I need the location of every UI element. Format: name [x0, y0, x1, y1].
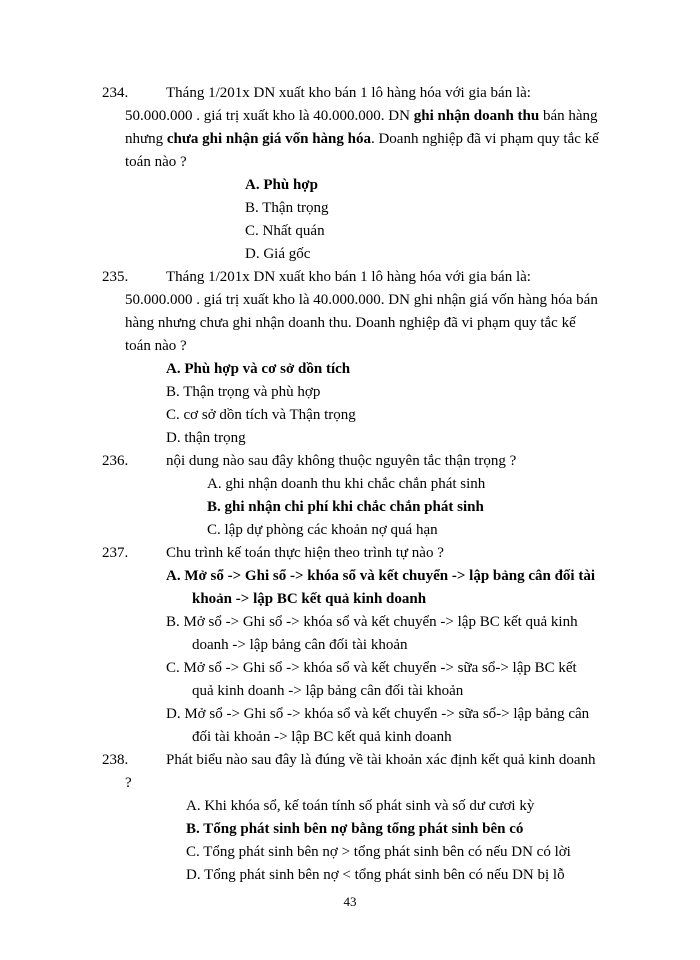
option-label: C.: [245, 223, 259, 239]
option-text: Mở sổ -> Ghi sổ -> khóa sổ và kết chuyển -> sữa sổ-> lập bảng cân đối tài khoản -> lập BC kết quả kinh doanh: [184, 706, 590, 745]
option-text: Phù hợp: [263, 177, 318, 193]
answer-option: [207, 496, 600, 519]
stem-text: . Doanh nghiệp đã vi phạm quy tắc kế toán nào ?: [125, 131, 599, 170]
question: [100, 266, 600, 450]
answer-option: [245, 174, 600, 197]
question-number: 234.: [102, 85, 129, 101]
answer-option: [166, 703, 600, 749]
option-label: A.: [186, 798, 201, 814]
answer-option: [166, 427, 600, 450]
option-label: D.: [166, 706, 181, 722]
options-list: [186, 795, 600, 887]
answer-option: [245, 197, 600, 220]
option-label: B.: [186, 821, 200, 837]
question-number: 235.: [102, 269, 129, 285]
answer-option: [207, 473, 600, 496]
answer-option: [207, 519, 600, 542]
option-label: B.: [245, 200, 259, 216]
option-label: A.: [166, 361, 181, 377]
question: [100, 749, 600, 887]
option-text: Tổng phát sinh bên nợ bằng tổng phát sinh bên có: [203, 821, 524, 837]
option-label: A.: [207, 476, 222, 492]
option-label: D.: [166, 430, 181, 446]
question-stem: [125, 749, 600, 795]
question: [100, 450, 600, 542]
option-text: Mở sổ -> Ghi sổ -> khóa sổ và kết chuyển -> lập BC kết quả kinh doanh -> lập bảng cân đối tài khoản: [183, 614, 578, 653]
answer-option: [166, 358, 600, 381]
option-text: Mở sổ -> Ghi sổ -> khóa sổ và kết chuyển -> sữa sổ-> lập BC kết quả kinh doanh -> lập bảng cân đối tài khoản: [183, 660, 577, 699]
option-text: Tổng phát sinh bên nợ > tổng phát sinh bên có nếu DN có lời: [203, 844, 571, 860]
stem-text: Tháng 1/201x DN xuất kho bán 1 lô hàng hóa với gia bán là: 50.000.000 . giá trị xuất kho là 40.000.000. DN ghi nhận giá vốn hàng hóa bán hàng nhưng chưa ghi nhận doanh thu. Doanh nghiệp đã vi phạm quy tắc kế toán nào ?: [125, 269, 598, 354]
option-text: ghi nhận chi phí khi chắc chắn phát sinh: [224, 499, 484, 515]
stem-text-bold: chưa ghi nhận giá vốn hàng hóa: [166, 131, 371, 147]
option-text: Giá gốc: [263, 246, 311, 262]
option-label: A.: [245, 177, 260, 193]
answer-option: [166, 657, 600, 703]
question-number: 236.: [102, 453, 129, 469]
stem-text: Phát biểu nào sau đây là đúng về tài khoản xác định kết quả kinh doanh ?: [125, 752, 596, 791]
option-label: D.: [186, 867, 201, 883]
option-label: C.: [186, 844, 200, 860]
option-text: lập dự phòng các khoản nợ quá hạn: [224, 522, 438, 538]
option-label: B.: [166, 384, 180, 400]
option-label: D.: [245, 246, 260, 262]
answer-option: [186, 818, 600, 841]
answer-option: [186, 864, 600, 887]
option-text: thận trọng: [184, 430, 246, 446]
option-label: B.: [207, 499, 221, 515]
options-list: [207, 473, 600, 542]
option-label: C.: [166, 407, 180, 423]
answer-option: [166, 611, 600, 657]
page-number: 43: [343, 894, 357, 909]
answer-option: [186, 841, 600, 864]
option-text: Phù hợp và cơ sở dồn tích: [184, 361, 351, 377]
option-label: C.: [166, 660, 180, 676]
options-list: [166, 358, 600, 450]
stem-text: Chu trình kế toán thực hiện theo trình tự nào ?: [166, 545, 444, 561]
stem-text-bold: ghi nhận doanh thu: [413, 108, 540, 124]
answer-option: [186, 795, 600, 818]
options-list: [245, 174, 600, 266]
question-stem: [125, 82, 600, 174]
question-number: 237.: [102, 545, 129, 561]
question: [100, 82, 600, 266]
question-stem: [125, 266, 600, 358]
answer-option: [245, 220, 600, 243]
option-label: B.: [166, 614, 180, 630]
answer-option: [245, 243, 600, 266]
option-text: Tổng phát sinh bên nợ < tổng phát sinh bên có nếu DN bị lỗ: [204, 867, 565, 883]
option-text: Thận trọng và phù hợp: [183, 384, 321, 400]
question-number: 238.: [102, 752, 129, 768]
option-text: ghi nhận doanh thu khi chắc chắn phát sinh: [225, 476, 486, 492]
answer-option: [166, 404, 600, 427]
stem-text: nội dung nào sau đây không thuộc nguyên tắc thận trọng ?: [166, 453, 517, 469]
stem-text: bán hàng nhưng: [125, 108, 598, 147]
option-text: Thận trọng: [262, 200, 329, 216]
option-text: Mở sổ -> Ghi sổ -> khóa sổ và kết chuyển -> lập bảng cân đối tài khoản -> lập BC kết quả kinh doanh: [184, 568, 596, 607]
question: [100, 542, 600, 749]
options-list: [166, 565, 600, 749]
option-text: Khi khóa sổ, kế toán tính số phát sinh và số dư cươi kỳ: [204, 798, 535, 814]
questions: [100, 82, 600, 887]
option-label: C.: [207, 522, 221, 538]
answer-option: [166, 565, 600, 611]
option-text: Nhất quán: [262, 223, 325, 239]
stem-text: Tháng 1/201x DN xuất kho bán 1 lô hàng hóa với gia bán là: 50.000.000 . giá trị xuất kho là 40.000.000. DN: [125, 85, 531, 124]
question-stem: [125, 542, 600, 565]
question-stem: [125, 450, 600, 473]
option-text: cơ sở dồn tích và Thận trọng: [183, 407, 356, 423]
answer-option: [166, 381, 600, 404]
option-label: A.: [166, 568, 181, 584]
